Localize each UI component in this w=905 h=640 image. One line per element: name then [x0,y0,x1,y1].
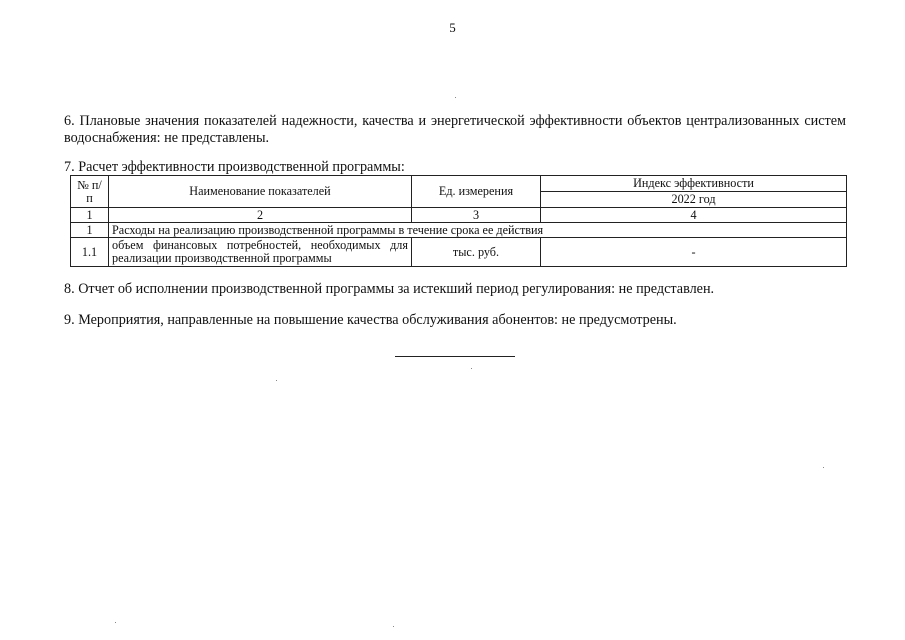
header-name: Наименование показателей [109,176,412,208]
header-year: 2022 год [541,192,847,208]
scan-speck [823,467,824,468]
page-number: 5 [449,20,456,35]
header-index: Индекс эффективности [541,176,847,192]
section-9-text: 9. Мероприятия, направленные на повышение качества обслуживания абонентов: не предусмотрены. [64,312,677,328]
scan-speck [115,622,116,623]
col-number: 1 [71,208,109,223]
row-unit: тыс. руб. [412,238,541,267]
header-unit: Ед. измерения [412,176,541,208]
scan-speck [276,380,277,381]
scan-speck [455,97,456,98]
table-column-numbers-row [71,208,847,223]
table-row [71,238,847,267]
group-row-name: Расходы на реализацию производственной программы в течение срока ее действия [109,223,847,238]
separator-line [395,356,515,357]
group-row-num: 1 [71,223,109,238]
table-group-row [71,223,847,238]
col-number: 3 [412,208,541,223]
section-7-title: 7. Расчет эффективности производственной программы: [64,159,405,175]
col-number: 4 [541,208,847,223]
header-num: № п/п [71,176,109,208]
section-8-text: 8. Отчет об исполнении производственной программы за истекший период регулирования: не представлен. [64,281,715,297]
row-num: 1.1 [71,238,109,267]
col-number: 2 [109,208,412,223]
efficiency-table [70,175,847,267]
table-header-row [71,176,847,192]
row-name: объем финансовых потребностей, необходимых для реализации производственной программы [109,238,412,267]
row-value: - [541,238,847,267]
section-6-text: 6. Плановые значения показателей надежности, качества и энергетической эффективности объектов централизованных систем водоснабжения: не представлены. [64,113,846,146]
scan-speck [393,626,394,627]
scan-speck [471,368,472,369]
